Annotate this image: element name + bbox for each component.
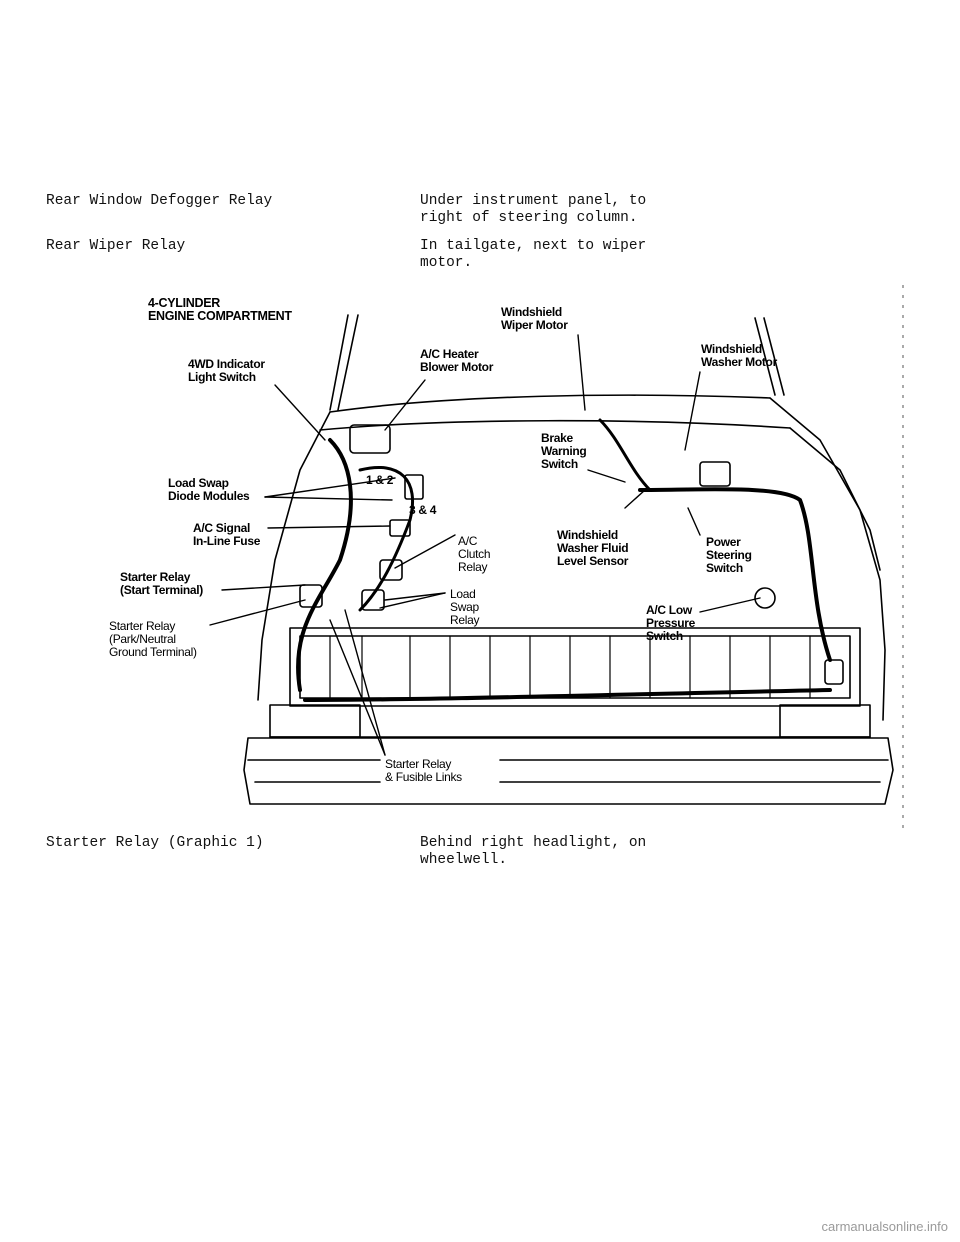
- row-1-location: Under instrument panel, to right of steering column.: [420, 193, 647, 226]
- row-2-location: In tailgate, next to wiper motor.: [420, 238, 647, 271]
- row-3-location: Behind right headlight, on wheelwell.: [420, 835, 647, 868]
- hood-top-line: [330, 395, 770, 412]
- label-indicator-switch: 4WD Indicator Light Switch: [188, 357, 265, 384]
- grille-slats: [330, 636, 810, 698]
- row-1-component: Rear Window Defogger Relay: [46, 193, 273, 209]
- label-wiper-motor: Windshield Wiper Motor: [501, 305, 568, 332]
- left-pillar-line-2: [338, 315, 358, 410]
- label-starter-start: Starter Relay (Start Terminal): [120, 570, 203, 597]
- harness-washer: [600, 420, 650, 490]
- washer-component: [700, 462, 730, 486]
- left-fender-line: [258, 412, 330, 700]
- diagram-title: 4-CYLINDER ENGINE COMPARTMENT: [148, 296, 292, 323]
- label-modules-34: 3 & 4: [409, 503, 437, 517]
- left-pillar-line: [330, 315, 348, 410]
- label-starter-park: Starter Relay (Park/Neutral Ground Terminal): [109, 619, 197, 659]
- label-pressure-switch: A/C Low Pressure Switch: [646, 603, 695, 643]
- right-fender-line: [770, 398, 885, 720]
- right-fender-outer: [790, 428, 880, 570]
- left-headlight: [270, 705, 360, 737]
- label-washer-motor: Windshield Washer Motor: [701, 342, 777, 369]
- label-modules-12: 1 & 2: [366, 473, 394, 487]
- label-fusible-links: Starter Relay & Fusible Links: [385, 757, 462, 784]
- bumper-top: [244, 738, 893, 804]
- steering-component: [825, 660, 843, 684]
- label-brake-switch: Brake Warning Switch: [541, 431, 587, 471]
- row-2-component: Rear Wiper Relay: [46, 238, 186, 254]
- label-swap-relay: Load Swap Relay: [450, 587, 480, 627]
- grille-inner: [300, 636, 850, 698]
- label-blower-motor: A/C Heater Blower Motor: [420, 347, 494, 374]
- label-fluid-sensor: Windshield Washer Fluid Level Sensor: [557, 528, 629, 568]
- label-signal-fuse: A/C Signal In-Line Fuse: [193, 521, 261, 548]
- watermark: carmanualsonline.info: [821, 1219, 948, 1234]
- blower-component: [350, 425, 390, 453]
- right-headlight: [780, 705, 870, 737]
- label-clutch-relay: A/C Clutch Relay: [458, 534, 491, 574]
- label-diode-modules: Load Swap Diode Modules: [168, 476, 250, 503]
- row-3-component: Starter Relay (Graphic 1): [46, 835, 264, 851]
- label-steering-switch: Power Steering Switch: [706, 535, 752, 575]
